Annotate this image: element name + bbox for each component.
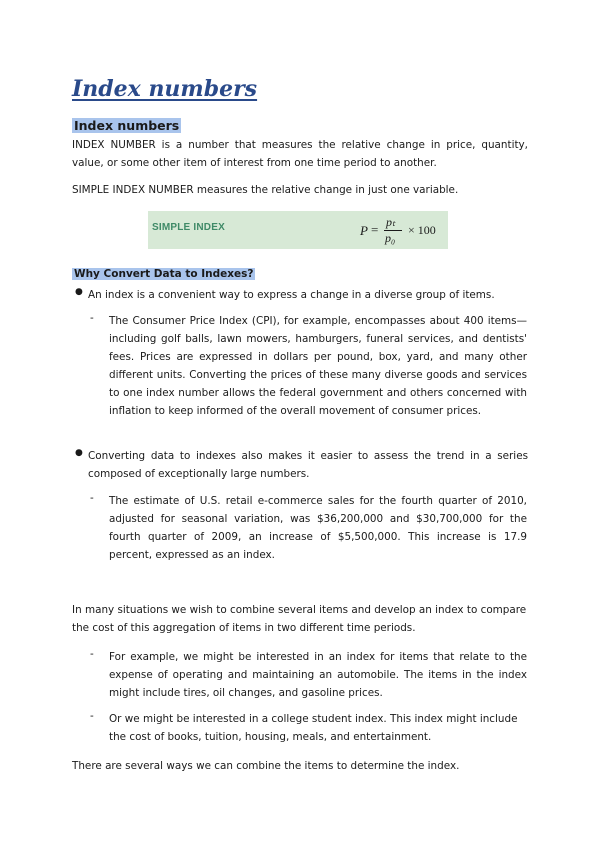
formula-lhs: P: [360, 223, 368, 238]
formula-multiplier: × 100: [408, 223, 436, 237]
formula-equation: [360, 215, 446, 245]
paragraph-simple-index: SIMPLE INDEX NUMBER measures the relative change in just one variable.: [72, 184, 459, 196]
bullet-item: Converting data to indexes also makes it easier to assess the trend in a series composed of exceptionally large numbers.: [88, 450, 528, 480]
dash-marker: -: [90, 492, 94, 504]
formula-numerator: pₜ: [386, 215, 396, 229]
section-heading-text: Index numbers: [74, 118, 180, 133]
formula-label: SIMPLE INDEX: [152, 222, 225, 233]
paragraph-closing: There are several ways we can combine the items to determine the index.: [72, 760, 460, 772]
dash-marker: -: [90, 710, 94, 722]
page-title: Index numbers: [72, 76, 258, 102]
dash-marker: -: [90, 648, 94, 660]
paragraph-index-number: INDEX NUMBER is a number that measures the relative change in price, quantity, value, or some other item of interest from one time period to another.: [72, 139, 528, 169]
paragraph-combine: In many situations we wish to combine several items and develop an index to compare the cost of this aggregation of items in two different time periods.: [72, 604, 527, 634]
bullet-marker: ●: [75, 448, 83, 458]
section-heading: [72, 117, 181, 135]
formula-denominator: p₀: [385, 231, 396, 245]
example-item: For example, we might be interested in an index for items that relate to the expense of operating and maintaining an automobile. The items in the index might include tires, oil changes, and gasoline prices.: [109, 651, 527, 699]
why-heading: [72, 265, 255, 283]
bullet-marker: ●: [75, 287, 83, 297]
example-item: Or we might be interested in a college student index. This index might include the cost of books, tuition, housing, meals, and entertainment.: [109, 713, 518, 743]
sub-bullet-item: The Consumer Price Index (CPI), for example, encompasses about 400 items—including golf balls, lawn mowers, hamburgers, funeral services, and dentists' fees. Prices are expressed in dollars per pound, box, yard, and many other different units. Converting the prices of these many diverse goods and services to one index number allows the federal government and others concerned with inflation to keep informed of the overall movement of consumer prices.: [109, 315, 527, 417]
formula-equals: =: [371, 222, 379, 237]
sub-bullet-item: The estimate of U.S. retail e-commerce sales for the fourth quarter of 2010, adjusted for seasonal variation, was $36,200,000 and $30,700,000 for the fourth quarter of 2009, an increase of $5,500,000. This increase is 17.9 percent, expressed as an index.: [109, 495, 527, 561]
simple-index-formula: [148, 211, 448, 249]
why-heading-text: Why Convert Data to Indexes?: [74, 268, 254, 280]
bullet-item: An index is a convenient way to express a change in a diverse group of items.: [88, 289, 495, 301]
dash-marker: -: [90, 312, 94, 324]
